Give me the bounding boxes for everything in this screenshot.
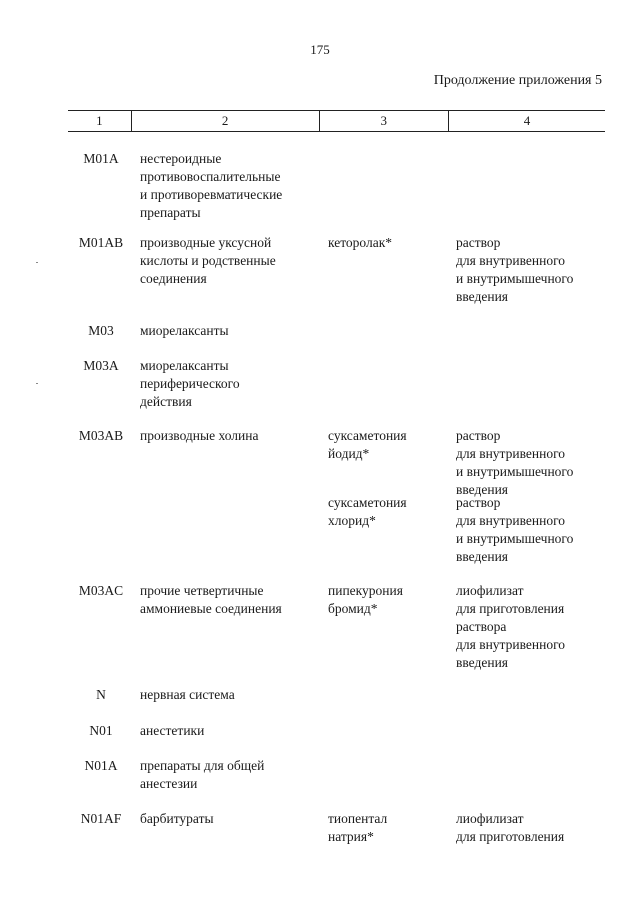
drug-name	[328, 810, 448, 846]
form-line: введения	[456, 482, 509, 497]
form-line: и внутримышечного	[456, 464, 574, 479]
drug-line: суксаметония	[328, 428, 407, 443]
description-line: соединения	[140, 271, 207, 286]
form-line: для внутривенного	[456, 446, 566, 461]
dosage-form	[456, 234, 616, 306]
atc-code: M01A	[83, 151, 119, 166]
drug-name	[328, 234, 448, 252]
page-number: 175	[310, 42, 330, 57]
atc-code: M01AB	[78, 235, 124, 250]
drug-line: натрия*	[328, 829, 374, 844]
atc-description	[140, 757, 320, 793]
form-line: лиофилизат	[456, 583, 524, 598]
atc-code: M03A	[83, 358, 119, 373]
form-line: введения	[456, 549, 509, 564]
atc-description	[140, 722, 320, 740]
description-line: прочие четвертичные	[140, 583, 264, 598]
header-col-3: 3	[320, 111, 449, 131]
drug-line: йодид*	[328, 446, 370, 461]
form-line: лиофилизат	[456, 811, 524, 826]
form-line: введения	[456, 655, 509, 670]
continuation-title: Продолжение приложения 5	[433, 73, 602, 88]
form-line: и внутримышечного	[456, 531, 574, 546]
form-line: для внутривенного	[456, 513, 566, 528]
description-line: нервная система	[140, 687, 235, 702]
drug-line: суксаметония	[328, 495, 407, 510]
form-line: для приготовления	[456, 829, 565, 844]
drug-line: тиопентал	[328, 811, 388, 826]
drug-line: бромид*	[328, 601, 378, 616]
atc-description	[140, 234, 320, 288]
atc-code: M03AB	[78, 428, 124, 443]
dosage-form	[456, 582, 616, 672]
atc-description	[140, 357, 320, 411]
scan-mark	[36, 383, 38, 384]
form-line: раствор	[456, 495, 501, 510]
atc-description	[140, 686, 320, 704]
drug-line: пипекурония	[328, 583, 403, 598]
drug-name	[328, 427, 448, 463]
table-header	[68, 110, 605, 132]
description-line: противовоспалительные	[140, 169, 281, 184]
description-line: действия	[140, 394, 192, 409]
atc-code: N01AF	[80, 811, 122, 826]
header-col-2: 2	[132, 111, 320, 131]
header-col-1: 1	[68, 111, 132, 131]
drug-line: хлорид*	[328, 513, 376, 528]
description-line: периферического	[140, 376, 240, 391]
form-line: раствора	[456, 619, 507, 634]
description-line: миорелаксанты	[140, 358, 229, 373]
atc-description	[140, 427, 320, 445]
form-line: для внутривенного	[456, 637, 566, 652]
description-line: препараты	[140, 205, 201, 220]
description-line: и противоревматические	[140, 187, 283, 202]
form-line: и внутримышечного	[456, 271, 574, 286]
scan-mark	[36, 262, 38, 263]
atc-description	[140, 150, 320, 222]
atc-description	[140, 582, 320, 618]
description-line: анестетики	[140, 723, 205, 738]
header-col-4: 4	[523, 113, 531, 128]
atc-code: N01	[89, 723, 113, 738]
form-line: раствор	[456, 428, 501, 443]
drug-name	[328, 582, 448, 618]
dosage-form	[456, 810, 616, 846]
description-line: кислоты и родственные	[140, 253, 276, 268]
description-line: нестероидные	[140, 151, 222, 166]
atc-code: N01A	[84, 758, 118, 773]
dosage-form	[456, 427, 616, 499]
atc-code: M03AC	[78, 583, 124, 598]
description-line: аммониевые соединения	[140, 601, 282, 616]
form-line: для приготовления	[456, 601, 565, 616]
description-line: барбитураты	[140, 811, 214, 826]
form-line: раствор	[456, 235, 501, 250]
atc-description	[140, 810, 320, 828]
drug-line: кеторолак*	[328, 235, 393, 250]
atc-code: N	[96, 687, 106, 702]
description-line: производные уксусной	[140, 235, 272, 250]
description-line: миорелаксанты	[140, 323, 229, 338]
atc-description	[140, 322, 320, 340]
dosage-form	[456, 494, 616, 566]
description-line: анестезии	[140, 776, 198, 791]
form-line: для внутривенного	[456, 253, 566, 268]
form-line: введения	[456, 289, 509, 304]
description-line: производные холина	[140, 428, 259, 443]
atc-code: M03	[88, 323, 114, 338]
drug-name	[328, 494, 448, 530]
description-line: препараты для общей	[140, 758, 265, 773]
